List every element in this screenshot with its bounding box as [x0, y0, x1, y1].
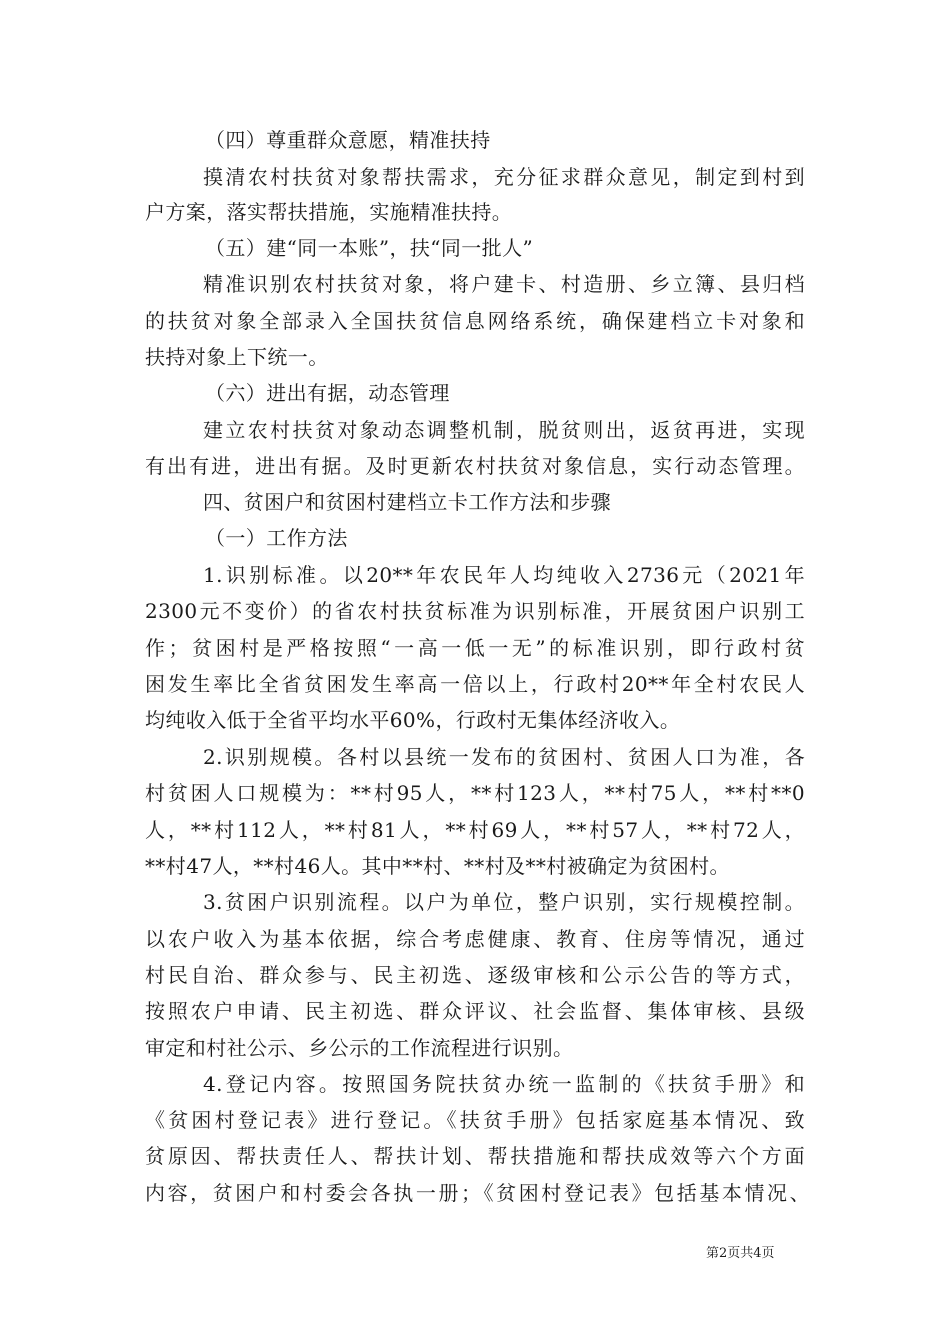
page-number: 第2页共4页: [706, 1246, 775, 1261]
paragraph-line: 4.登记内容。按照国务院扶贫办统一监制的《扶贫手册》和: [203, 1072, 805, 1096]
paragraph-line: 的扶贫对象全部录入全国扶贫信息网络系统，确保建档立卡对象和: [145, 309, 805, 333]
paragraph-line: 1.识别标准。以20**年农民年人均纯收入2736元（2021年: [203, 563, 805, 587]
paragraph-line: 均纯收入低于全省平均水平60%，行政村无集体经济收入。: [145, 708, 681, 732]
paragraph-line: 2300元不变价）的省农村扶贫标准为识别标准，开展贫困户识别工: [145, 599, 805, 623]
paragraph-line: 作；贫困村是严格按照“一高一低一无”的标准识别，即行政村贫: [145, 636, 805, 660]
paragraph-line: 以农户收入为基本依据，综合考虑健康、教育、住房等情况，通过: [145, 927, 805, 951]
paragraph-line: 精准识别农村扶贫对象，将户建卡、村造册、乡立簿、县归档: [203, 272, 805, 296]
paragraph-line: 建立农村扶贫对象动态调整机制，脱贫则出，返贫再进，实现: [203, 418, 805, 442]
heading-four: （四）尊重群众意愿，精准扶持: [205, 128, 491, 152]
paragraph-line: 审定和村社公示、乡公示的工作流程进行识别。: [145, 1036, 574, 1060]
paragraph-line: 摸清农村扶贫对象帮扶需求，充分征求群众意见，制定到村到: [203, 165, 805, 189]
paragraph-line: **村47人，**村46人。其中**村、**村及**村被确定为贫困村。: [145, 854, 730, 878]
paragraph-line: 人，**村112人，**村81人，**村69人，**村57人，**村72人，: [145, 818, 805, 842]
paragraph-line: 《贫困村登记表》进行登记。《扶贫手册》包括家庭基本情况、致: [145, 1108, 805, 1132]
paragraph-line: 贫原因、帮扶责任人、帮扶计划、帮扶措施和帮扶成效等六个方面: [145, 1144, 805, 1168]
heading-six: （六）进出有据，动态管理: [205, 381, 450, 405]
paragraph-line: 村贫困人口规模为：**村95人，**村123人，**村75人，**村**0: [145, 781, 805, 805]
paragraph-line: 户方案，落实帮扶措施，实施精准扶持。: [145, 200, 513, 224]
paragraph-line: 扶持对象上下统一。: [145, 345, 329, 369]
paragraph-line: 有出有进，进出有据。及时更新农村扶贫对象信息，实行动态管理。: [145, 454, 805, 478]
paragraph-line: 内容，贫困户和村委会各执一册；《贫困村登记表》包括基本情况、: [145, 1181, 810, 1205]
subsection-heading: （一）工作方法: [205, 526, 348, 550]
paragraph-line: 2.识别规模。各村以县统一发布的贫困村、贫困人口为准，各: [203, 745, 805, 769]
paragraph-line: 困发生率比全省贫困发生率高一倍以上，行政村20**年全村农民人: [145, 672, 805, 696]
heading-five: （五）建“同一本账”，扶“同一批人”: [205, 236, 534, 260]
paragraph-line: 按照农户申请、民主初选、群众评议、社会监督、集体审核、县级: [145, 999, 805, 1023]
paragraph-line: 村民自治、群众参与、民主初选、逐级审核和公示公告的等方式，: [145, 963, 805, 987]
paragraph-line: 3.贫困户识别流程。以户为单位，整户识别，实行规模控制。: [203, 890, 805, 914]
section-heading: 四、贫困户和贫困村建档立卡工作方法和步骤: [203, 490, 611, 514]
